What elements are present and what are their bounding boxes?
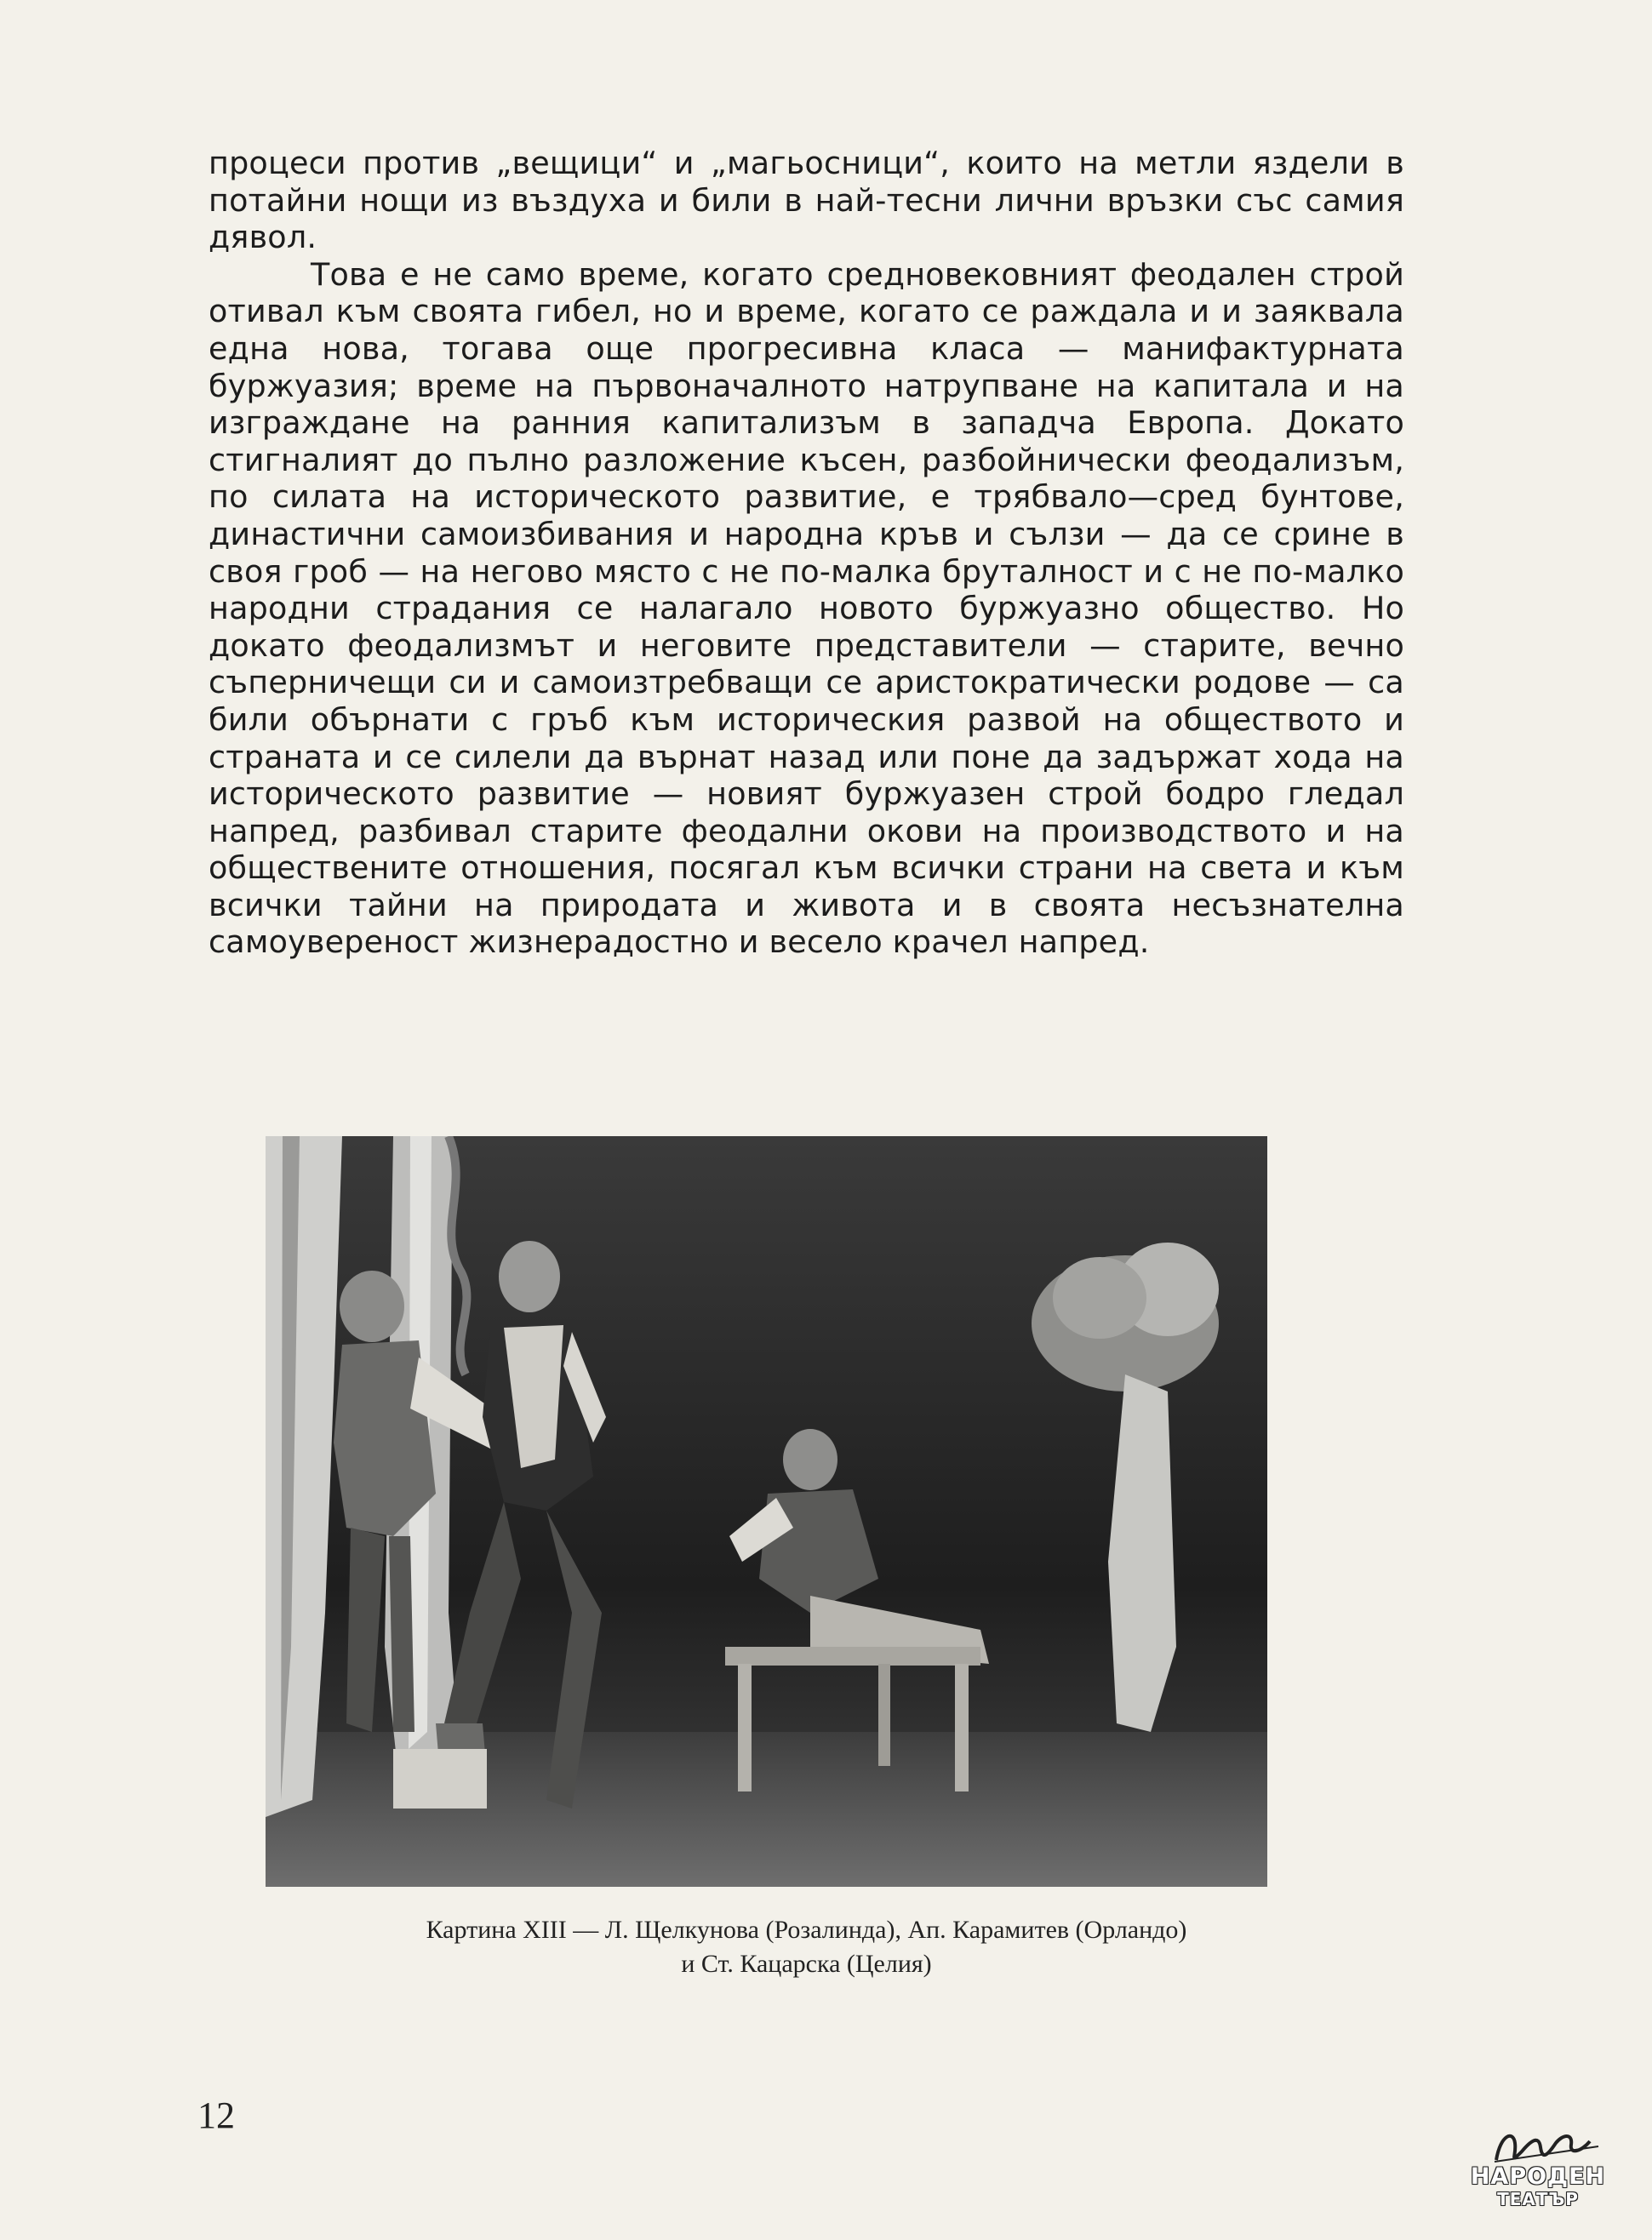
logo-signature-icon [1462, 2126, 1614, 2169]
page-number: 12 [197, 2094, 235, 2136]
paragraph-2: Това е не само време, когато средновековният феодален строй отивал към своята гибел, но и време, когато се раждала и и заяквала една нова, тогава още прогресивна класа — манифактурната буржуазия; време на първоначалното натрупване на капитала и на изграждане на ранния капитализъм в западча Европа. Докато стигналият до пълно разложение късен, разбойнически феодализъм, по силата на историческото развитие, е трябвало—сред бунтове, династични самоизбивания и народна кръв и сълзи — да се срине в своя гроб — на негово място с не по-малка бруталност и с не по-малко народни страдания се налагало новото буржуазно общество. Но докато феодализмът и неговите представители — старите, вечно съперничещи си и самоизтребващи се аристократически родове — са били обърнати с гръб към историческия развой на обществото и страната и се силели да върнат назад или поне да задържат хода на историческото развитие — новият буржуазен строй бодро гледал напред, разбивал старите феодални окови на производството и на обществените отношения, посягал към всички страни на света и към всички тайни на природата и живота и в своята несъзнателна самоувереност жизнерадостно и весело крачел напред. [209, 255, 1404, 961]
logo-line-2: ТЕАТЪР [1497, 2189, 1579, 2209]
body-text [209, 145, 1404, 961]
logo-line-1: НАРОДЕН [1470, 2163, 1606, 2190]
photo-caption [209, 1913, 1404, 1981]
stage-photograph [266, 1136, 1267, 1887]
national-theatre-logo [1462, 2126, 1614, 2209]
paragraph-1: процеси против „вещици“ и „магьосници“, които на метли яздели в потайни нощи из въздуха и били в най-тесни лични връзки със самия дявол. [209, 145, 1404, 256]
caption-line-1: Картина XIII — Л. Щелкунова (Розалинда), Ап. Карамитев (Орландо) [426, 1916, 1187, 1944]
caption-line-2: и Ст. Кацарска (Целия) [681, 1950, 932, 1978]
